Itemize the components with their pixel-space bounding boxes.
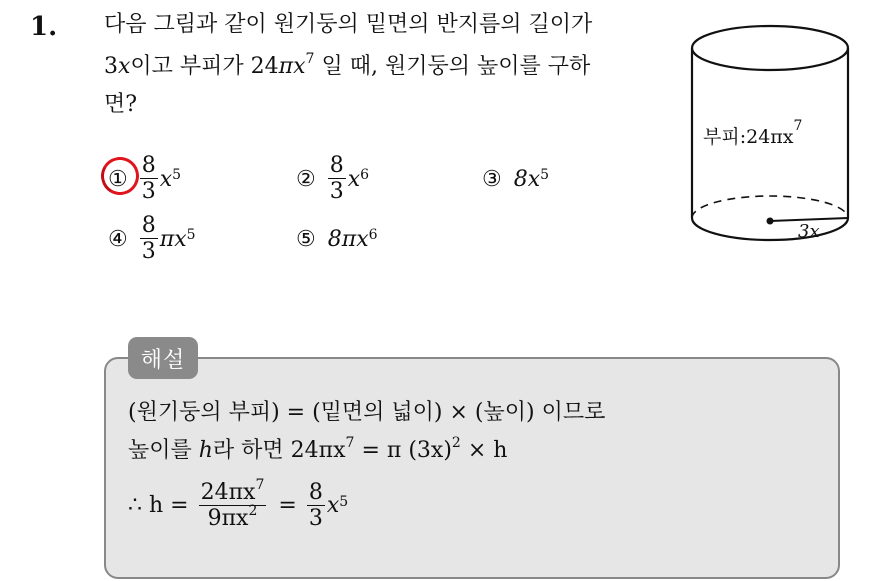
choice-4-fraction: $\frac{8}{3}$ — [141, 213, 156, 264]
solution-line-1: (원기둥의 부피) = (밑면의 넓이) × (높이) 이므로 — [128, 400, 606, 425]
choice-4[interactable]: ④ $\frac{8}{3}$ πx $^5$ — [108, 213, 196, 264]
solution-tag: 해설 — [128, 337, 198, 379]
cylinder-top-ellipse — [692, 26, 848, 70]
center-point — [767, 218, 774, 225]
choice-5[interactable]: ⑤ 8πx $^6$ — [296, 226, 378, 252]
solution-line-3: ∴ h = $\frac{24\pi x^7}{9\pi x^2}$ = $\frac{8}{3}$ x $^5$ — [128, 477, 349, 531]
question-number: 1. — [30, 12, 58, 42]
volume-label: 부피$:24\pi x^7$ — [703, 118, 803, 148]
choice-2[interactable]: ② $\frac{8}{3}$ x $^6$ — [296, 153, 370, 204]
solution-line-2: 높이를 h라 하면 $24\pi x^7 = \pi$ $(3x)^2 \times h$ — [128, 435, 508, 463]
choice-1[interactable]: ① $\frac{8}{3}$ x $^5$ — [108, 153, 182, 204]
choice-2-fraction: $\frac{8}{3}$ — [329, 153, 344, 204]
choice-3[interactable]: ③ 8x $^5$ — [482, 166, 550, 192]
question-line-1: 다음 그림과 같이 원기둥의 밑면의 반지름의 길이가 — [104, 12, 593, 37]
solution-fraction-main: $\frac{24\pi x^7}{9\pi x^2}$ — [200, 477, 265, 531]
question-line-3: 면? — [104, 92, 138, 117]
cylinder-bottom-back — [692, 196, 848, 218]
choice-1-fraction: $\frac{8}{3}$ — [141, 153, 156, 204]
question-line-2: 3x이고 부피가 $24\pi x^7$ 일 때, 원기둥의 높이를 구하 — [104, 51, 591, 79]
solution-fraction-result: $\frac{8}{3}$ — [308, 480, 323, 531]
solution-box — [104, 357, 840, 579]
radius-label: 3x — [798, 221, 820, 242]
